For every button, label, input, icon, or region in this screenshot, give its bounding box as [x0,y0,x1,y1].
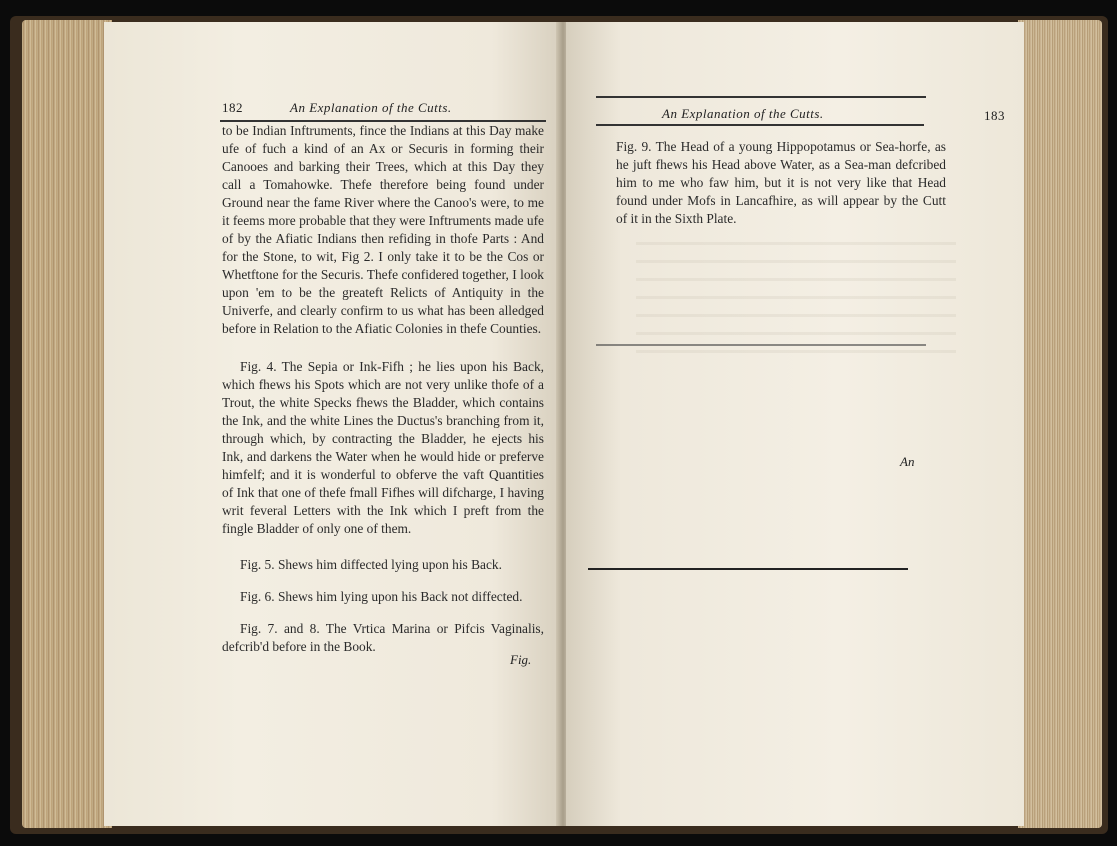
right-catchword: An [900,454,915,469]
right-header-rule [596,124,924,126]
right-bottom-rule [588,568,908,570]
paragraph: to be Indian Inftruments, fince the Indians at this Day make ufe of fuch a kind of an Ax or Securis in forming their Canooes and barking their Trees, which at this Day they call a Tomahowke. Thefe therefore being found under Ground near the fame River where the Canoo's were, to me it feems more probable that they were Inftruments made ufe of by the Afiatic Indians then refiding in thofe Parts : And for the Stone, to wit, Fig 2. I only take it to be the Cos or Whetftone for the Securis. Thefe confidered together, I look upon 'em to be the greateft Relicts of Antiquity in the Univerfe, and clearly confirm to us what has been alledged before in Relation to the Afiatic Colonies in thefe Counties. [222,123,544,336]
right-page-number: 183 [984,108,1005,123]
left-page-edges [22,20,112,828]
right-page [566,22,1024,826]
right-text-block [616,138,946,238]
show-through-initial [614,222,622,269]
left-text-block [222,122,544,666]
left-page-number: 182 [222,100,243,115]
paragraph-fig-5: Fig. 5. Shews him diffected lying upon his Back. [240,557,502,572]
left-catchword: Fig. [510,652,532,667]
right-running-head: An Explanation of the Cutts. [662,106,824,121]
paragraph-fig-6: Fig. 6. Shews him lying upon his Back not diffected. [240,589,523,604]
left-running-head: An Explanation of the Cutts. [290,100,452,115]
paragraph-fig-9: Fig. 9. The Head of a young Hippopotamus or Sea-horfe, as he juft fhews his Head above Water, as a Sea-man defcribed him to me who faw him, but it is not very like that Head found under Mofs in Lancafhire, as will appear by the Cutt of it in the Sixth Plate. [616,139,946,226]
right-page-edges [1018,20,1102,828]
right-top-rule [596,96,926,98]
left-page [104,22,560,826]
paragraph-fig-4: Fig. 4. The Sepia or Ink-Fifh ; he lies upon his Back, which fhews his Spots which are not very unlike thofe of a Trout, the white Specks fhews the Bladder, which contains the Ink, and the white Lines the Ductus's branching from it, through which, by contracting the Bladder, he ejects his Ink, and darkens the Water when he would hide or preferve himfelf; and it is wonderful to obferve the vaft Quantities of Ink that one of thefe fmall Fifhes will difcharge, I having writ feveral Letters with the Ink which I preft from the fingle Bladder of only one of them. [222,359,544,536]
show-through-rule [596,344,926,346]
paragraph-fig-7-8: Fig. 7. and 8. The Vrtica Marina or Pifcis Vaginalis, defcrib'd before in the Book. [222,621,544,654]
